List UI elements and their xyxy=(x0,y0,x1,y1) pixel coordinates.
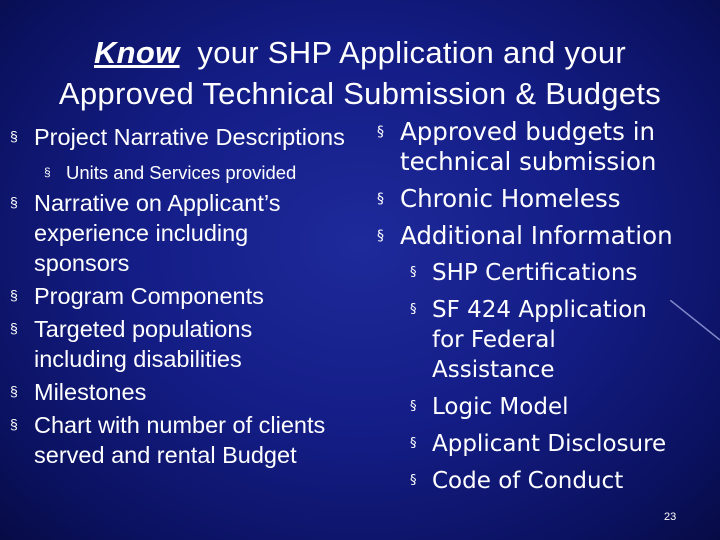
list-item xyxy=(10,188,334,278)
bullet-icon: § xyxy=(410,265,417,280)
list-item xyxy=(10,410,380,470)
bullet-icon: § xyxy=(10,287,18,303)
list-item-text: Project Narrative Descriptions xyxy=(34,124,345,150)
sub-list-item xyxy=(370,295,662,385)
sub-list-item xyxy=(370,392,715,422)
list-item-text: Narrative on Applicant’s experience including sponsors xyxy=(34,190,281,276)
right-bullet-list xyxy=(370,117,715,503)
bullet-icon: § xyxy=(377,124,384,140)
list-item xyxy=(10,314,334,374)
list-item xyxy=(370,117,715,177)
bullet-icon: § xyxy=(377,191,384,207)
bullet-icon: § xyxy=(10,320,18,336)
title-line1-rest: your SHP Application and your xyxy=(179,35,626,70)
list-item-text: Applicant Disclosure xyxy=(432,431,667,457)
sub-list-item xyxy=(370,429,715,459)
list-item xyxy=(10,122,380,152)
sub-list-item xyxy=(370,258,715,288)
bullet-icon: § xyxy=(410,399,417,414)
list-item-text: Chronic Homeless xyxy=(400,184,621,213)
list-item-text: SF 424 Application for Federal Assistance xyxy=(432,297,647,383)
list-item-text: Approved budgets in technical submission xyxy=(400,117,657,176)
list-item xyxy=(370,221,715,251)
left-bullet-list xyxy=(10,122,380,473)
page-number: 23 xyxy=(664,511,677,523)
list-item-text: Milestones xyxy=(34,379,147,405)
list-item-text: Targeted populations including disabilities xyxy=(34,316,253,372)
bullet-icon: § xyxy=(10,416,18,432)
slide-title xyxy=(0,32,720,114)
list-item-text: Code of Conduct xyxy=(432,468,624,494)
title-line2: Approved Technical Submission & Budgets xyxy=(58,76,662,111)
list-item-text: SHP Certifications xyxy=(432,260,638,286)
list-item xyxy=(10,377,380,407)
list-item-text: Chart with number of clients served and rental Budget xyxy=(34,412,326,468)
bullet-icon: § xyxy=(377,228,384,244)
title-emphasis: Know xyxy=(93,35,180,70)
sub-list-item xyxy=(370,466,715,496)
list-item-text: Logic Model xyxy=(432,394,569,420)
list-item xyxy=(370,184,715,214)
bullet-icon: § xyxy=(10,383,18,399)
list-item-text: Additional Information xyxy=(400,221,673,250)
bullet-icon: § xyxy=(44,165,51,179)
list-item-text: Units and Services provided xyxy=(66,162,297,183)
bullet-icon: § xyxy=(10,194,18,210)
bullet-icon: § xyxy=(410,436,417,451)
list-item-text: Program Components xyxy=(34,283,264,309)
list-item xyxy=(10,281,380,311)
sub-list-item xyxy=(10,161,380,185)
bullet-icon: § xyxy=(410,302,417,317)
bullet-icon: § xyxy=(410,473,417,488)
bullet-icon: § xyxy=(10,128,18,144)
